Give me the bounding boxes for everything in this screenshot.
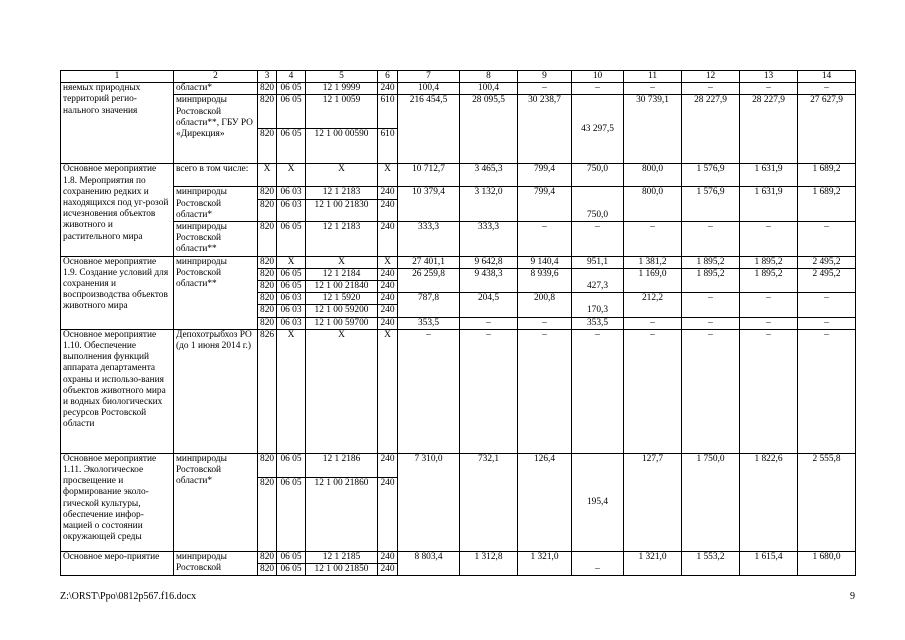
cell: 240	[378, 453, 398, 477]
cell: 126,4	[518, 453, 572, 551]
cell: 820	[258, 95, 277, 129]
cell: 1 321,0	[518, 551, 572, 575]
cell: 100,4	[398, 83, 460, 95]
cell: 12 1 00 00590	[306, 129, 378, 164]
cell: 3 465,3	[460, 164, 518, 187]
cell: 820	[258, 551, 277, 563]
activity-name: Основное мероприятие 1.11. Экологическое просвещение и формирование эколо-гической культуры, обеспечение инфор-мацией о состоянии окружающей среды	[61, 453, 174, 551]
cell: –	[682, 329, 740, 453]
header-cell: 6	[378, 71, 398, 83]
cell: –	[740, 329, 798, 453]
executor: Депохотрыбхоз РО (до 1 июня 2014 г.)	[174, 329, 258, 453]
budget-table-page	[60, 70, 855, 576]
cell: –	[740, 293, 798, 317]
table-row	[61, 453, 856, 477]
cell: 12 1 00 21840	[306, 281, 378, 293]
cell: 12 1 00 59700	[306, 317, 378, 329]
cell: 12 1 5920	[306, 293, 378, 305]
cell: 240	[378, 317, 398, 329]
cell: –	[682, 293, 740, 317]
cell: –	[572, 551, 624, 575]
cell: 240	[378, 477, 398, 551]
cell: –	[682, 317, 740, 329]
cell: 820	[258, 268, 277, 280]
header-cell: 2	[174, 71, 258, 83]
cell: 240	[378, 268, 398, 280]
cell: 1 631,9	[740, 164, 798, 187]
cell: Х	[378, 329, 398, 453]
cell: –	[682, 222, 740, 257]
cell: 9 438,3	[460, 268, 518, 292]
cell: 820	[258, 129, 277, 164]
cell: 732,1	[460, 453, 518, 551]
cell: Х	[277, 329, 306, 453]
cell: 2 495,2	[798, 268, 856, 292]
cell: Х	[306, 256, 378, 268]
cell: 353,5	[398, 317, 460, 329]
cell: 1 312,8	[460, 551, 518, 575]
cell: 610	[378, 129, 398, 164]
cell: 1 895,2	[682, 268, 740, 292]
cell: 353,5	[572, 317, 624, 329]
cell: 26 259,8	[398, 268, 460, 292]
cell: 1 895,2	[740, 256, 798, 268]
cell: 12 1 00 21860	[306, 477, 378, 551]
cell: 1 381,2	[624, 256, 682, 268]
cell: 240	[378, 551, 398, 563]
cell: Х	[378, 256, 398, 268]
cell: 1 321,0	[624, 551, 682, 575]
file-path: Z:\ORST\Ppo\0812p567.f16.docx	[60, 591, 197, 602]
cell: 212,2	[624, 293, 682, 317]
cell: 820	[258, 564, 277, 576]
executor: минприроды Ростовской области*	[174, 453, 258, 551]
cell: 28 227,9	[740, 95, 798, 164]
executor: минприроды Ростовской области**, ГБУ РО «Дирекция»	[174, 95, 258, 164]
header-cell: 4	[277, 71, 306, 83]
cell: –	[460, 317, 518, 329]
cell: 06 05	[277, 564, 306, 576]
cell: –	[624, 222, 682, 257]
table-row	[61, 187, 856, 199]
cell: 1 631,9	[740, 187, 798, 222]
cell: –	[624, 83, 682, 95]
cell: 8 803,4	[398, 551, 460, 575]
cell: 12 1 2186	[306, 453, 378, 477]
cell: –	[518, 83, 572, 95]
cell: 1 895,2	[740, 268, 798, 292]
cell: –	[740, 222, 798, 257]
cell: 799,4	[518, 187, 572, 222]
cell: 820	[258, 256, 277, 268]
cell: 2 495,2	[798, 256, 856, 268]
cell: 240	[378, 305, 398, 317]
executor: области*	[174, 83, 258, 95]
cell: 06 05	[277, 83, 306, 95]
cell: 06 03	[277, 187, 306, 199]
cell: 1 576,9	[682, 187, 740, 222]
cell: Х	[378, 164, 398, 187]
executor: минприроды Ростовской области**	[174, 256, 258, 329]
cell: 799,4	[518, 164, 572, 187]
cell: 820	[258, 293, 277, 305]
cell: 1 750,0	[682, 453, 740, 551]
cell: 750,0	[572, 164, 624, 187]
cell: –	[572, 329, 624, 453]
cell: Х	[306, 329, 378, 453]
executor: всего в том числе:	[174, 164, 258, 187]
cell: –	[518, 329, 572, 453]
cell: 240	[378, 83, 398, 95]
cell: 28 095,5	[460, 95, 518, 164]
cell: Х	[306, 164, 378, 187]
cell: 12 1 0059	[306, 95, 378, 129]
cell: –	[740, 83, 798, 95]
cell: –	[798, 222, 856, 257]
cell: 800,0	[624, 187, 682, 222]
cell: –	[624, 329, 682, 453]
cell: 10 712,7	[398, 164, 460, 187]
cell: –	[572, 222, 624, 257]
cell: 127,7	[624, 453, 682, 551]
cell: 1 169,0	[624, 268, 682, 292]
header-cell: 1	[61, 71, 174, 83]
activity-name: Основное меро-приятие	[61, 551, 174, 575]
cell: –	[798, 293, 856, 317]
cell: 12 1 2183	[306, 187, 378, 199]
header-cell: 3	[258, 71, 277, 83]
cell: 820	[258, 199, 277, 221]
cell: Х	[277, 256, 306, 268]
table-row	[61, 164, 856, 187]
cell: 240	[378, 281, 398, 293]
cell: 951,1	[572, 256, 624, 268]
cell: 06 05	[277, 477, 306, 551]
cell: 820	[258, 305, 277, 317]
cell: –	[572, 83, 624, 95]
cell: 195,4	[572, 453, 624, 551]
cell: 1 689,2	[798, 187, 856, 222]
cell: –	[398, 329, 460, 453]
cell: 820	[258, 453, 277, 477]
cell: 28 227,9	[682, 95, 740, 164]
cell: 826	[258, 329, 277, 453]
cell: 06 03	[277, 293, 306, 305]
cell: Х	[277, 164, 306, 187]
cell: 820	[258, 281, 277, 293]
cell: 750,0	[572, 187, 624, 222]
cell: 100,4	[460, 83, 518, 95]
cell: 1 680,0	[798, 551, 856, 575]
cell: –	[518, 317, 572, 329]
cell: 240	[378, 222, 398, 257]
budget-table	[60, 70, 856, 576]
cell: Х	[258, 164, 277, 187]
cell: 820	[258, 477, 277, 551]
cell: –	[798, 329, 856, 453]
cell: 9 642,8	[460, 256, 518, 268]
header-cell: 13	[740, 71, 798, 83]
cell: 06 05	[277, 222, 306, 257]
cell: –	[682, 83, 740, 95]
header-cell: 7	[398, 71, 460, 83]
cell: 12 1 9999	[306, 83, 378, 95]
cell: –	[624, 317, 682, 329]
cell: 820	[258, 317, 277, 329]
cell: 27 401,1	[398, 256, 460, 268]
cell: 8 939,6	[518, 268, 572, 292]
cell: 06 05	[277, 281, 306, 293]
executor: минприроды Ростовской	[174, 551, 258, 575]
cell: 7 310,0	[398, 453, 460, 551]
cell: –	[798, 317, 856, 329]
header-cell: 8	[460, 71, 518, 83]
cell: 3 132,0	[460, 187, 518, 222]
cell: 333,3	[398, 222, 460, 257]
cell: 1 615,4	[740, 551, 798, 575]
table-row	[61, 329, 856, 453]
cell: 820	[258, 187, 277, 199]
header-cell: 14	[798, 71, 856, 83]
table-row	[61, 95, 856, 129]
cell: 216 454,5	[398, 95, 460, 164]
cell: 06 05	[277, 95, 306, 129]
cell: 06 05	[277, 453, 306, 477]
cell: 787,8	[398, 293, 460, 317]
cell: 30 238,7	[518, 95, 572, 164]
activity-name: няемых природных территорий регио-нального значения	[61, 83, 174, 164]
cell: 12 1 00 21830	[306, 199, 378, 221]
cell: 12 1 2184	[306, 268, 378, 280]
cell: 240	[378, 187, 398, 199]
cell: 333,3	[460, 222, 518, 257]
header-cell: 5	[306, 71, 378, 83]
cell: 820	[258, 222, 277, 257]
cell: 1 895,2	[682, 256, 740, 268]
executor: минприроды Ростовской области*	[174, 187, 258, 222]
cell: 30 739,1	[624, 95, 682, 164]
table-row	[61, 551, 856, 563]
cell: 820	[258, 83, 277, 95]
cell: 43 297,5	[572, 95, 624, 164]
cell: 06 03	[277, 305, 306, 317]
cell: 1 576,9	[682, 164, 740, 187]
cell: 240	[378, 564, 398, 576]
activity-name: Основное мероприятие 1.9. Создание условий для сохранения и воспроизводства объектов животного мира	[61, 256, 174, 329]
executor: минприроды Ростовской области**	[174, 222, 258, 257]
header-cell: 9	[518, 71, 572, 83]
cell: –	[518, 222, 572, 257]
cell: 12 1 00 59200	[306, 305, 378, 317]
table-row	[61, 83, 856, 95]
cell: –	[798, 83, 856, 95]
cell: 800,0	[624, 164, 682, 187]
cell: 1 553,2	[682, 551, 740, 575]
cell: 610	[378, 95, 398, 129]
header-cell: 11	[624, 71, 682, 83]
cell: 170,3	[572, 293, 624, 317]
cell: 12 1 2185	[306, 551, 378, 563]
header-cell: 12	[682, 71, 740, 83]
cell: 1 689,2	[798, 164, 856, 187]
activity-name: Основное мероприятие 1.10. Обеспечение выполнения функций аппарата департамента охраны и использо-вания объектов животного мира и водных биологических ресурсов Ростовской области	[61, 329, 174, 453]
cell: 204,5	[460, 293, 518, 317]
cell: 06 05	[277, 129, 306, 164]
cell: 427,3	[572, 268, 624, 292]
page-number: 9	[850, 591, 855, 602]
cell: 06 05	[277, 268, 306, 280]
cell: 2 555,8	[798, 453, 856, 551]
cell: 240	[378, 293, 398, 305]
header-cell: 10	[572, 71, 624, 83]
header-row	[61, 71, 856, 83]
cell: 12 1 00 21850	[306, 564, 378, 576]
cell: 240	[378, 199, 398, 221]
cell: 27 627,9	[798, 95, 856, 164]
table-row	[61, 256, 856, 268]
cell: –	[740, 317, 798, 329]
cell: –	[460, 329, 518, 453]
table-row	[61, 222, 856, 257]
cell: 06 05	[277, 551, 306, 563]
cell: 10 379,4	[398, 187, 460, 222]
cell: 06 03	[277, 199, 306, 221]
cell: 200,8	[518, 293, 572, 317]
cell: 12 1 2183	[306, 222, 378, 257]
cell: 06 03	[277, 317, 306, 329]
cell: 9 140,4	[518, 256, 572, 268]
activity-name: Основное мероприятие 1.8. Мероприятия по сохранению редких и находящихся под уг-розой исчезновения объектов животного и растительного мира	[61, 164, 174, 256]
cell: 1 822,6	[740, 453, 798, 551]
